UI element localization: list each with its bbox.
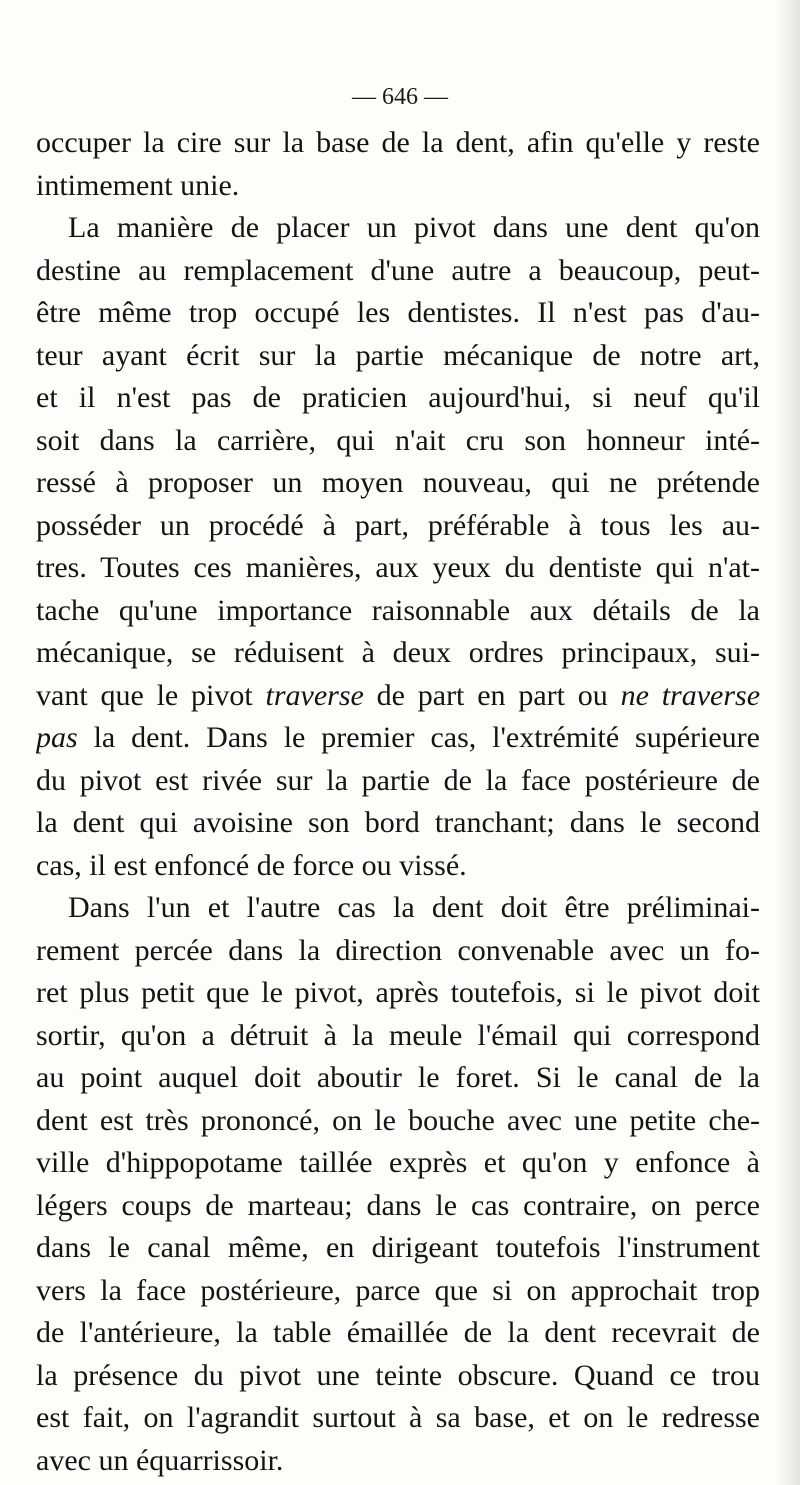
paragraph-2 (36, 207, 760, 887)
text-line: être même trop occupé les dentistes. Il n'est pas d'au- (36, 296, 760, 329)
paragraph-3 (36, 887, 760, 1482)
text-run: de part en part ou (363, 678, 621, 712)
text-line: destine au remplacement d'une autre a beaucoup, peut- (36, 253, 760, 287)
text-line: sortir, qu'on a détruit à la meule l'émail qui correspond (36, 1018, 760, 1052)
text-line: intimement unie. (36, 168, 240, 202)
text-line: ville d'hippopotame taillée exprès et qu'on y enfonce à (36, 1146, 760, 1179)
text-line: la présence du pivot une teinte obscure. Quand ce trou (36, 1358, 760, 1392)
text-line-with-italics (36, 717, 760, 760)
text-line: légers coups de marteau; dans le cas contraire, on perce (36, 1188, 760, 1222)
text-line: et il n'est pas de praticien aujourd'hui, si neuf qu'il (36, 381, 760, 414)
text-line: posséder un procédé à part, préférable à tous les au- (36, 508, 760, 542)
text-run: vant que le pivot (36, 678, 266, 712)
text-line: ressé à proposer un moyen nouveau, qui ne prétende (36, 466, 760, 499)
text-line: tache qu'une importance raisonnable aux détails de la (36, 593, 760, 627)
text-line: occuper la cire sur la base de la dent, afin qu'elle y reste (36, 126, 760, 159)
text-line: la dent qui avoisine son bord tranchant; dans le second (36, 806, 760, 839)
italic-text-run: traverse (265, 678, 364, 712)
paragraph-1 (36, 122, 760, 207)
text-line: de l'antérieure, la table émaillée de la dent recevrait de (36, 1316, 760, 1349)
text-line: est fait, on l'agrandit surtout à sa base, et on le redresse (36, 1401, 760, 1434)
italic-text-run: ne traverse (620, 678, 760, 712)
text-line: dans le canal même, en dirigeant toutefois l'instrument (36, 1231, 760, 1264)
text-line: tres. Toutes ces manières, aux yeux du dentiste qui n'at- (36, 551, 760, 584)
text-line: Dans l'un et l'autre cas la dent doit être préliminai- (68, 891, 760, 924)
body-text (36, 122, 760, 1482)
text-line: mécanique, se réduisent à deux ordres principaux, sui- (36, 636, 760, 669)
page-edge-shadow (774, 0, 800, 1485)
text-line: soit dans la carrière, qui n'ait cru son honneur inté- (36, 423, 760, 457)
text-line: vers la face postérieure, parce que si on approchait trop (36, 1273, 760, 1307)
text-line: teur ayant écrit sur la partie mécanique de notre art, (36, 338, 760, 372)
text-line: ret plus petit que le pivot, après toutefois, si le pivot doit (36, 976, 760, 1009)
text-line: dent est très prononcé, on le bouche avec une petite che- (36, 1103, 760, 1137)
text-line: rement percée dans la direction convenable avec un fo- (36, 933, 760, 967)
text-line: avec un équarrissoir. (36, 1443, 284, 1477)
text-line: cas, il est enfoncé de force ou vissé. (36, 848, 467, 882)
text-line-with-italics (36, 675, 760, 718)
page-number: — 646 — (352, 84, 448, 110)
text-line: au point auquel doit aboutir le foret. Si le canal de la (36, 1061, 760, 1094)
text-line: La manière de placer un pivot dans une dent qu'on (68, 211, 760, 244)
text-run: la dent. Dans le premier cas, l'extrémité supérieure (77, 721, 760, 754)
text-line: du pivot est rivée sur la partie de la face postérieure de (36, 763, 760, 797)
italic-text-run: pas (36, 721, 78, 754)
